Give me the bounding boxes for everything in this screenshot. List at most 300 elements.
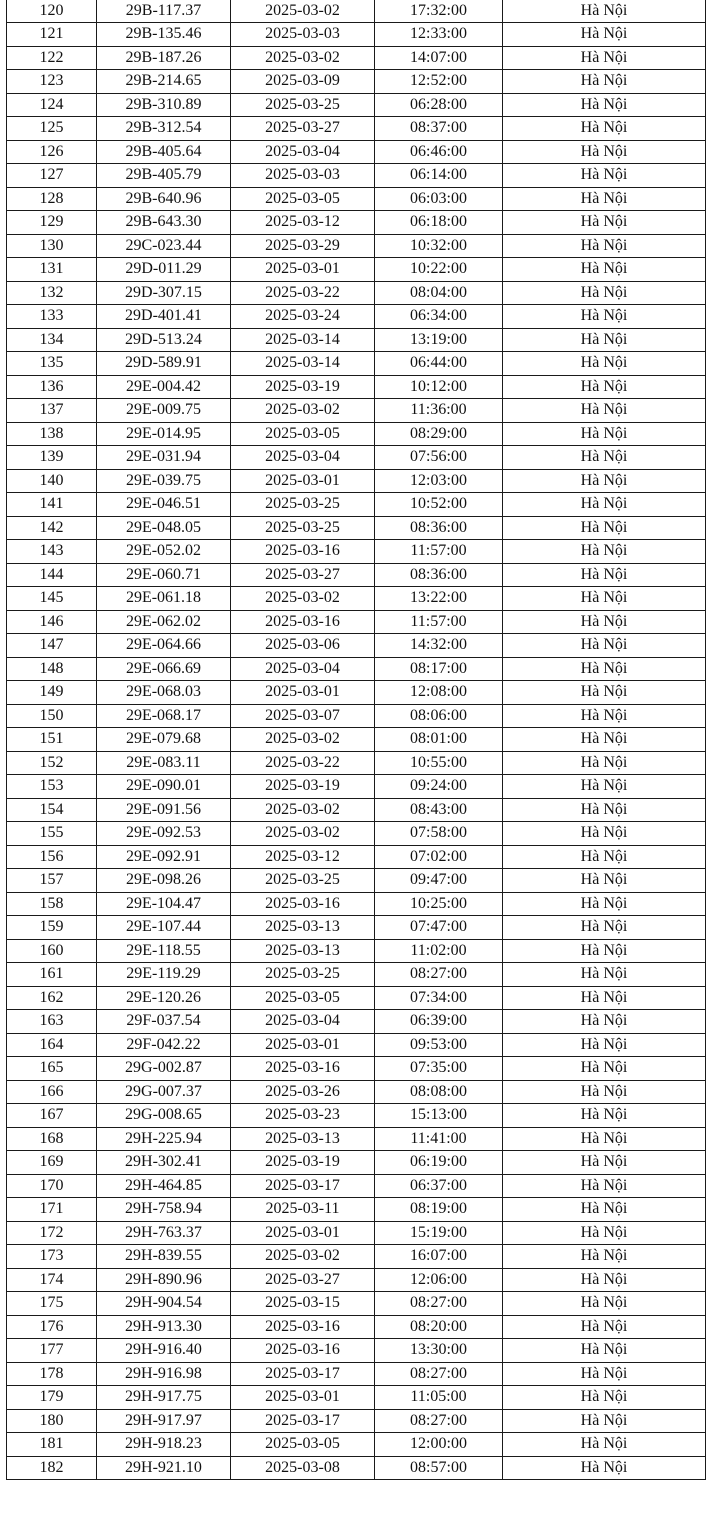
row-number-cell: 164 — [7, 1033, 97, 1057]
location-cell: Hà Nội — [503, 798, 706, 822]
license-plate-cell: 29E-107.44 — [97, 916, 231, 940]
location-cell: Hà Nội — [503, 234, 706, 258]
row-number-cell: 134 — [7, 328, 97, 352]
license-plate-cell: 29E-004.42 — [97, 375, 231, 399]
table-row — [7, 1080, 706, 1104]
table-row — [7, 1315, 706, 1339]
license-plate-cell: 29E-120.26 — [97, 986, 231, 1010]
time-cell: 11:57:00 — [375, 610, 503, 634]
location-cell: Hà Nội — [503, 211, 706, 235]
date-cell: 2025-03-03 — [231, 23, 375, 47]
time-cell: 13:19:00 — [375, 328, 503, 352]
location-cell: Hà Nội — [503, 775, 706, 799]
table-row — [7, 587, 706, 611]
location-cell: Hà Nội — [503, 610, 706, 634]
license-plate-cell: 29H-839.55 — [97, 1245, 231, 1269]
time-cell: 06:44:00 — [375, 352, 503, 376]
table-row — [7, 916, 706, 940]
table-row — [7, 117, 706, 141]
row-number-cell: 142 — [7, 516, 97, 540]
row-number-cell: 125 — [7, 117, 97, 141]
license-plate-cell: 29E-092.53 — [97, 822, 231, 846]
license-plate-cell: 29G-007.37 — [97, 1080, 231, 1104]
location-cell: Hà Nội — [503, 1010, 706, 1034]
time-cell: 11:41:00 — [375, 1127, 503, 1151]
time-cell: 06:39:00 — [375, 1010, 503, 1034]
time-cell: 11:02:00 — [375, 939, 503, 963]
date-cell: 2025-03-22 — [231, 281, 375, 305]
license-plate-cell: 29E-061.18 — [97, 587, 231, 611]
date-cell: 2025-03-09 — [231, 70, 375, 94]
row-number-cell: 158 — [7, 892, 97, 916]
date-cell: 2025-03-04 — [231, 657, 375, 681]
row-number-cell: 168 — [7, 1127, 97, 1151]
table-row — [7, 1268, 706, 1292]
location-cell: Hà Nội — [503, 822, 706, 846]
table-row — [7, 1151, 706, 1175]
row-number-cell: 177 — [7, 1339, 97, 1363]
row-number-cell: 174 — [7, 1268, 97, 1292]
license-plate-cell: 29H-917.97 — [97, 1409, 231, 1433]
date-cell: 2025-03-24 — [231, 305, 375, 329]
date-cell: 2025-03-16 — [231, 1057, 375, 1081]
table-row — [7, 0, 706, 23]
row-number-cell: 166 — [7, 1080, 97, 1104]
license-plate-cell: 29E-079.68 — [97, 728, 231, 752]
table-row — [7, 1456, 706, 1480]
row-number-cell: 178 — [7, 1362, 97, 1386]
license-plate-cell: 29B-310.89 — [97, 93, 231, 117]
license-plate-cell: 29E-098.26 — [97, 869, 231, 893]
time-cell: 12:33:00 — [375, 23, 503, 47]
violations-table — [6, 0, 706, 1480]
table-row — [7, 1010, 706, 1034]
time-cell: 13:30:00 — [375, 1339, 503, 1363]
location-cell: Hà Nội — [503, 1292, 706, 1316]
row-number-cell: 167 — [7, 1104, 97, 1128]
table-row — [7, 493, 706, 517]
license-plate-cell: 29E-118.55 — [97, 939, 231, 963]
license-plate-cell: 29H-913.30 — [97, 1315, 231, 1339]
table-row — [7, 822, 706, 846]
time-cell: 08:01:00 — [375, 728, 503, 752]
time-cell: 08:17:00 — [375, 657, 503, 681]
location-cell: Hà Nội — [503, 892, 706, 916]
time-cell: 07:35:00 — [375, 1057, 503, 1081]
license-plate-cell: 29E-119.29 — [97, 963, 231, 987]
license-plate-cell: 29E-092.91 — [97, 845, 231, 869]
row-number-cell: 126 — [7, 140, 97, 164]
location-cell: Hà Nội — [503, 46, 706, 70]
time-cell: 08:43:00 — [375, 798, 503, 822]
location-cell: Hà Nội — [503, 140, 706, 164]
table-row — [7, 869, 706, 893]
license-plate-cell: 29H-464.85 — [97, 1174, 231, 1198]
date-cell: 2025-03-03 — [231, 164, 375, 188]
table-body — [7, 0, 706, 1480]
location-cell: Hà Nội — [503, 493, 706, 517]
location-cell: Hà Nội — [503, 516, 706, 540]
location-cell: Hà Nội — [503, 916, 706, 940]
license-plate-cell: 29E-048.05 — [97, 516, 231, 540]
location-cell: Hà Nội — [503, 281, 706, 305]
date-cell: 2025-03-13 — [231, 916, 375, 940]
time-cell: 11:36:00 — [375, 399, 503, 423]
table-row — [7, 234, 706, 258]
location-cell: Hà Nội — [503, 375, 706, 399]
table-row — [7, 1198, 706, 1222]
date-cell: 2025-03-04 — [231, 140, 375, 164]
date-cell: 2025-03-07 — [231, 704, 375, 728]
location-cell: Hà Nội — [503, 70, 706, 94]
row-number-cell: 145 — [7, 587, 97, 611]
time-cell: 08:36:00 — [375, 516, 503, 540]
time-cell: 08:27:00 — [375, 1409, 503, 1433]
table-row — [7, 845, 706, 869]
table-row — [7, 399, 706, 423]
row-number-cell: 165 — [7, 1057, 97, 1081]
location-cell: Hà Nội — [503, 939, 706, 963]
date-cell: 2025-03-02 — [231, 46, 375, 70]
license-plate-cell: 29H-918.23 — [97, 1433, 231, 1457]
row-number-cell: 144 — [7, 563, 97, 587]
location-cell: Hà Nội — [503, 93, 706, 117]
license-plate-cell: 29D-513.24 — [97, 328, 231, 352]
license-plate-cell: 29B-643.30 — [97, 211, 231, 235]
date-cell: 2025-03-17 — [231, 1409, 375, 1433]
date-cell: 2025-03-02 — [231, 798, 375, 822]
license-plate-cell: 29E-068.17 — [97, 704, 231, 728]
table-row — [7, 422, 706, 446]
license-plate-cell: 29B-117.37 — [97, 0, 231, 23]
table-row — [7, 728, 706, 752]
row-number-cell: 160 — [7, 939, 97, 963]
table-row — [7, 1433, 706, 1457]
license-plate-cell: 29G-002.87 — [97, 1057, 231, 1081]
time-cell: 12:06:00 — [375, 1268, 503, 1292]
row-number-cell: 169 — [7, 1151, 97, 1175]
row-number-cell: 149 — [7, 681, 97, 705]
table-row — [7, 375, 706, 399]
row-number-cell: 179 — [7, 1386, 97, 1410]
location-cell: Hà Nội — [503, 422, 706, 446]
row-number-cell: 156 — [7, 845, 97, 869]
table-row — [7, 1033, 706, 1057]
table-row — [7, 1409, 706, 1433]
date-cell: 2025-03-02 — [231, 399, 375, 423]
time-cell: 14:32:00 — [375, 634, 503, 658]
location-cell: Hà Nội — [503, 540, 706, 564]
date-cell: 2025-03-02 — [231, 728, 375, 752]
license-plate-cell: 29B-312.54 — [97, 117, 231, 141]
time-cell: 08:19:00 — [375, 1198, 503, 1222]
license-plate-cell: 29H-917.75 — [97, 1386, 231, 1410]
license-plate-cell: 29E-066.69 — [97, 657, 231, 681]
license-plate-cell: 29E-046.51 — [97, 493, 231, 517]
date-cell: 2025-03-05 — [231, 187, 375, 211]
date-cell: 2025-03-19 — [231, 775, 375, 799]
license-plate-cell: 29B-640.96 — [97, 187, 231, 211]
date-cell: 2025-03-17 — [231, 1362, 375, 1386]
location-cell: Hà Nội — [503, 845, 706, 869]
location-cell: Hà Nội — [503, 446, 706, 470]
location-cell: Hà Nội — [503, 1033, 706, 1057]
location-cell: Hà Nội — [503, 328, 706, 352]
license-plate-cell: 29H-921.10 — [97, 1456, 231, 1480]
row-number-cell: 154 — [7, 798, 97, 822]
date-cell: 2025-03-01 — [231, 469, 375, 493]
time-cell: 06:19:00 — [375, 1151, 503, 1175]
table-row — [7, 1245, 706, 1269]
time-cell: 06:46:00 — [375, 140, 503, 164]
table-row — [7, 704, 706, 728]
date-cell: 2025-03-25 — [231, 963, 375, 987]
location-cell: Hà Nội — [503, 1174, 706, 1198]
date-cell: 2025-03-02 — [231, 822, 375, 846]
row-number-cell: 172 — [7, 1221, 97, 1245]
date-cell: 2025-03-12 — [231, 211, 375, 235]
license-plate-cell: 29E-060.71 — [97, 563, 231, 587]
table-row — [7, 281, 706, 305]
row-number-cell: 127 — [7, 164, 97, 188]
license-plate-cell: 29E-064.66 — [97, 634, 231, 658]
table-row — [7, 328, 706, 352]
table-row — [7, 211, 706, 235]
time-cell: 11:05:00 — [375, 1386, 503, 1410]
time-cell: 06:03:00 — [375, 187, 503, 211]
time-cell: 09:24:00 — [375, 775, 503, 799]
date-cell: 2025-03-05 — [231, 422, 375, 446]
row-number-cell: 153 — [7, 775, 97, 799]
license-plate-cell: 29D-011.29 — [97, 258, 231, 282]
row-number-cell: 132 — [7, 281, 97, 305]
time-cell: 11:57:00 — [375, 540, 503, 564]
location-cell: Hà Nội — [503, 634, 706, 658]
license-plate-cell: 29E-068.03 — [97, 681, 231, 705]
row-number-cell: 129 — [7, 211, 97, 235]
time-cell: 12:08:00 — [375, 681, 503, 705]
table-row — [7, 963, 706, 987]
time-cell: 15:19:00 — [375, 1221, 503, 1245]
license-plate-cell: 29C-023.44 — [97, 234, 231, 258]
location-cell: Hà Nội — [503, 704, 706, 728]
row-number-cell: 171 — [7, 1198, 97, 1222]
table-row — [7, 23, 706, 47]
location-cell: Hà Nội — [503, 352, 706, 376]
time-cell: 06:37:00 — [375, 1174, 503, 1198]
row-number-cell: 137 — [7, 399, 97, 423]
time-cell: 08:29:00 — [375, 422, 503, 446]
table-row — [7, 892, 706, 916]
row-number-cell: 157 — [7, 869, 97, 893]
time-cell: 09:53:00 — [375, 1033, 503, 1057]
date-cell: 2025-03-27 — [231, 563, 375, 587]
date-cell: 2025-03-12 — [231, 845, 375, 869]
table-row — [7, 70, 706, 94]
row-number-cell: 182 — [7, 1456, 97, 1480]
date-cell: 2025-03-14 — [231, 328, 375, 352]
date-cell: 2025-03-19 — [231, 1151, 375, 1175]
location-cell: Hà Nội — [503, 728, 706, 752]
table-row — [7, 187, 706, 211]
date-cell: 2025-03-05 — [231, 1433, 375, 1457]
license-plate-cell: 29H-758.94 — [97, 1198, 231, 1222]
license-plate-cell: 29H-890.96 — [97, 1268, 231, 1292]
table-row — [7, 305, 706, 329]
location-cell: Hà Nội — [503, 23, 706, 47]
license-plate-cell: 29B-405.79 — [97, 164, 231, 188]
date-cell: 2025-03-22 — [231, 751, 375, 775]
table-row — [7, 1386, 706, 1410]
row-number-cell: 163 — [7, 1010, 97, 1034]
time-cell: 08:37:00 — [375, 117, 503, 141]
date-cell: 2025-03-17 — [231, 1174, 375, 1198]
license-plate-cell: 29B-405.64 — [97, 140, 231, 164]
time-cell: 08:57:00 — [375, 1456, 503, 1480]
license-plate-cell: 29E-090.01 — [97, 775, 231, 799]
date-cell: 2025-03-16 — [231, 1339, 375, 1363]
time-cell: 08:27:00 — [375, 1292, 503, 1316]
table-row — [7, 446, 706, 470]
table-row — [7, 352, 706, 376]
table-row — [7, 93, 706, 117]
license-plate-cell: 29D-307.15 — [97, 281, 231, 305]
location-cell: Hà Nội — [503, 399, 706, 423]
date-cell: 2025-03-16 — [231, 892, 375, 916]
date-cell: 2025-03-04 — [231, 446, 375, 470]
location-cell: Hà Nội — [503, 1456, 706, 1480]
location-cell: Hà Nội — [503, 1080, 706, 1104]
location-cell: Hà Nội — [503, 963, 706, 987]
time-cell: 10:32:00 — [375, 234, 503, 258]
date-cell: 2025-03-08 — [231, 1456, 375, 1480]
table-row — [7, 798, 706, 822]
license-plate-cell: 29H-225.94 — [97, 1127, 231, 1151]
date-cell: 2025-03-01 — [231, 258, 375, 282]
date-cell: 2025-03-11 — [231, 1198, 375, 1222]
license-plate-cell: 29B-187.26 — [97, 46, 231, 70]
date-cell: 2025-03-26 — [231, 1080, 375, 1104]
date-cell: 2025-03-25 — [231, 516, 375, 540]
license-plate-cell: 29H-916.40 — [97, 1339, 231, 1363]
license-plate-cell: 29G-008.65 — [97, 1104, 231, 1128]
time-cell: 12:52:00 — [375, 70, 503, 94]
time-cell: 07:02:00 — [375, 845, 503, 869]
table-row — [7, 258, 706, 282]
date-cell: 2025-03-02 — [231, 587, 375, 611]
license-plate-cell: 29B-214.65 — [97, 70, 231, 94]
time-cell: 13:22:00 — [375, 587, 503, 611]
location-cell: Hà Nội — [503, 1245, 706, 1269]
table-row — [7, 469, 706, 493]
license-plate-cell: 29B-135.46 — [97, 23, 231, 47]
row-number-cell: 155 — [7, 822, 97, 846]
location-cell: Hà Nội — [503, 0, 706, 23]
date-cell: 2025-03-13 — [231, 939, 375, 963]
date-cell: 2025-03-13 — [231, 1127, 375, 1151]
date-cell: 2025-03-23 — [231, 1104, 375, 1128]
date-cell: 2025-03-25 — [231, 93, 375, 117]
license-plate-cell: 29D-589.91 — [97, 352, 231, 376]
date-cell: 2025-03-06 — [231, 634, 375, 658]
date-cell: 2025-03-29 — [231, 234, 375, 258]
license-plate-cell: 29E-009.75 — [97, 399, 231, 423]
license-plate-cell: 29F-042.22 — [97, 1033, 231, 1057]
row-number-cell: 147 — [7, 634, 97, 658]
time-cell: 08:20:00 — [375, 1315, 503, 1339]
table-row — [7, 563, 706, 587]
table-row — [7, 939, 706, 963]
time-cell: 07:58:00 — [375, 822, 503, 846]
row-number-cell: 170 — [7, 1174, 97, 1198]
table-row — [7, 164, 706, 188]
row-number-cell: 124 — [7, 93, 97, 117]
row-number-cell: 175 — [7, 1292, 97, 1316]
location-cell: Hà Nội — [503, 1339, 706, 1363]
table-row — [7, 46, 706, 70]
time-cell: 14:07:00 — [375, 46, 503, 70]
row-number-cell: 130 — [7, 234, 97, 258]
location-cell: Hà Nội — [503, 117, 706, 141]
location-cell: Hà Nội — [503, 657, 706, 681]
time-cell: 08:36:00 — [375, 563, 503, 587]
date-cell: 2025-03-25 — [231, 493, 375, 517]
row-number-cell: 159 — [7, 916, 97, 940]
row-number-cell: 181 — [7, 1433, 97, 1457]
date-cell: 2025-03-27 — [231, 1268, 375, 1292]
time-cell: 12:00:00 — [375, 1433, 503, 1457]
time-cell: 15:13:00 — [375, 1104, 503, 1128]
license-plate-cell: 29H-763.37 — [97, 1221, 231, 1245]
date-cell: 2025-03-01 — [231, 1221, 375, 1245]
date-cell: 2025-03-19 — [231, 375, 375, 399]
row-number-cell: 162 — [7, 986, 97, 1010]
location-cell: Hà Nội — [503, 1198, 706, 1222]
date-cell: 2025-03-15 — [231, 1292, 375, 1316]
time-cell: 08:27:00 — [375, 1362, 503, 1386]
time-cell: 08:08:00 — [375, 1080, 503, 1104]
location-cell: Hà Nội — [503, 1386, 706, 1410]
time-cell: 16:07:00 — [375, 1245, 503, 1269]
row-number-cell: 139 — [7, 446, 97, 470]
row-number-cell: 180 — [7, 1409, 97, 1433]
row-number-cell: 151 — [7, 728, 97, 752]
location-cell: Hà Nội — [503, 587, 706, 611]
location-cell: Hà Nội — [503, 1433, 706, 1457]
date-cell: 2025-03-27 — [231, 117, 375, 141]
location-cell: Hà Nội — [503, 305, 706, 329]
row-number-cell: 152 — [7, 751, 97, 775]
location-cell: Hà Nội — [503, 1362, 706, 1386]
license-plate-cell: 29H-904.54 — [97, 1292, 231, 1316]
location-cell: Hà Nội — [503, 164, 706, 188]
location-cell: Hà Nội — [503, 751, 706, 775]
table-row — [7, 516, 706, 540]
table-row — [7, 1362, 706, 1386]
row-number-cell: 141 — [7, 493, 97, 517]
license-plate-cell: 29E-031.94 — [97, 446, 231, 470]
row-number-cell: 173 — [7, 1245, 97, 1269]
table-row — [7, 681, 706, 705]
time-cell: 12:03:00 — [375, 469, 503, 493]
table-row — [7, 1174, 706, 1198]
location-cell: Hà Nội — [503, 469, 706, 493]
license-plate-cell: 29E-052.02 — [97, 540, 231, 564]
row-number-cell: 136 — [7, 375, 97, 399]
location-cell: Hà Nội — [503, 1221, 706, 1245]
date-cell: 2025-03-02 — [231, 0, 375, 23]
license-plate-cell: 29E-083.11 — [97, 751, 231, 775]
